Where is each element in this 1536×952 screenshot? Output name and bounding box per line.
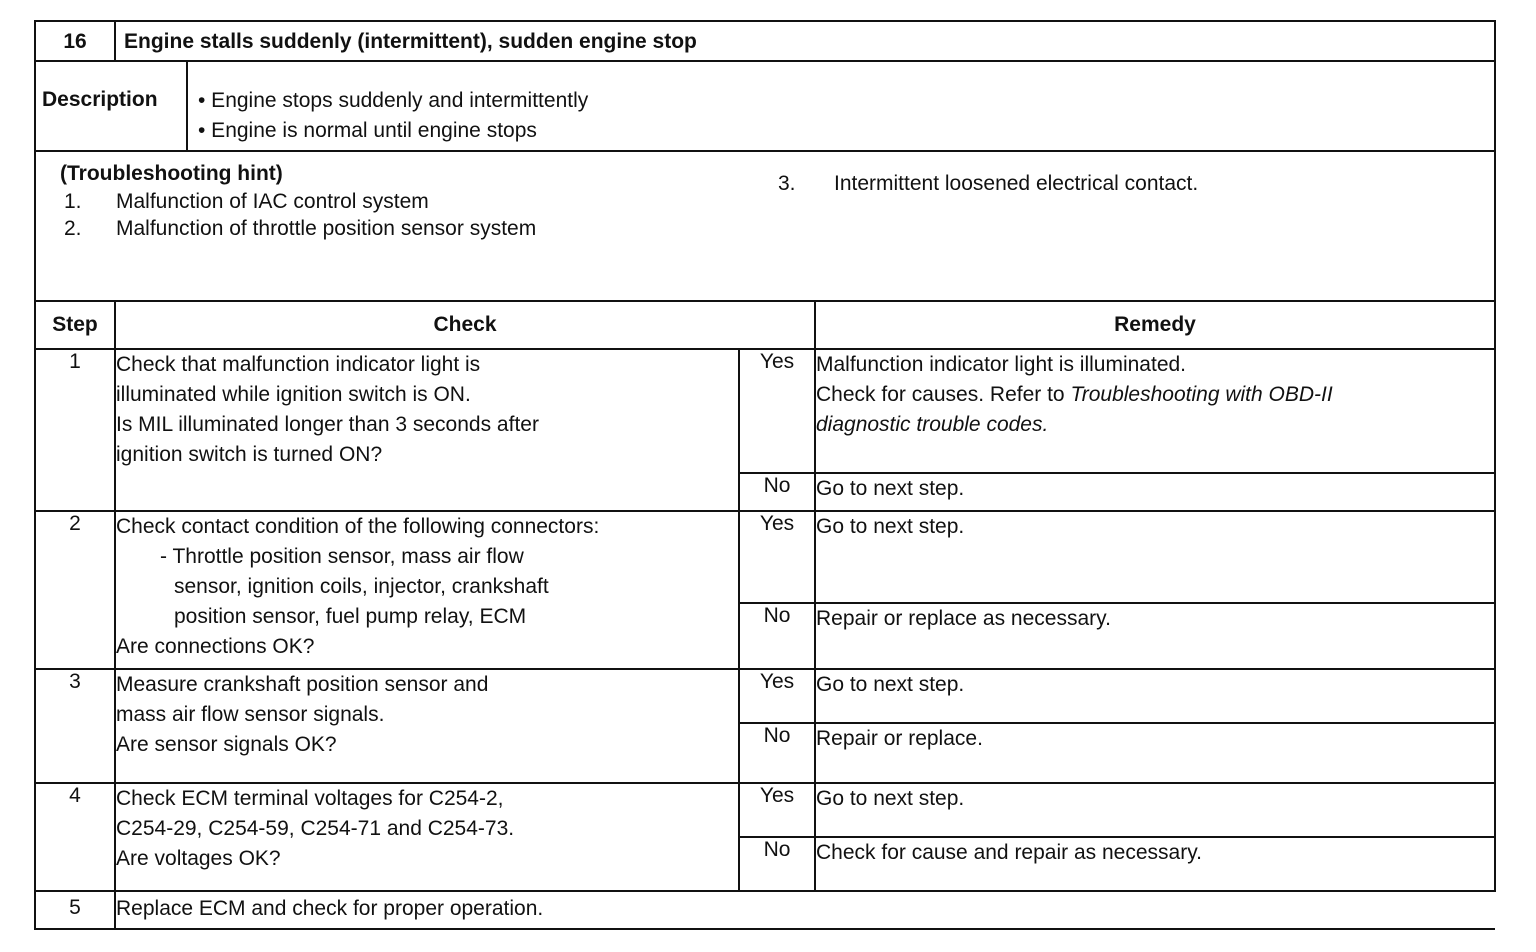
- yes-label: Yes: [739, 669, 815, 723]
- check-sub-line: position sensor, fuel pump relay, ECM: [174, 605, 527, 628]
- hint-item-number: 2.: [64, 217, 82, 240]
- remedy-cell: Go to next step.: [815, 783, 1495, 837]
- remedy-reference: diagnostic trouble codes.: [816, 413, 1049, 436]
- check-line: Are voltages OK?: [116, 847, 281, 870]
- troubleshooting-hint-row: [34, 150, 1496, 302]
- hint-item-text: Intermittent loosened electrical contact.: [834, 172, 1199, 195]
- step-column-header: Step: [35, 301, 115, 349]
- no-label: No: [739, 837, 815, 891]
- check-line: Measure crankshaft position sensor and: [116, 673, 489, 696]
- check-cell: Replace ECM and check for proper operation.: [115, 891, 1495, 929]
- remedy-cell: [815, 349, 1495, 473]
- hint-item-text: Malfunction of IAC control system: [116, 190, 429, 213]
- remedy-cell: Go to next step.: [815, 669, 1495, 723]
- step-number: 5: [35, 891, 115, 929]
- remedy-column-header: Remedy: [815, 301, 1495, 349]
- check-column-header: Check: [115, 301, 815, 349]
- table-row: [35, 669, 1495, 723]
- check-line: Check ECM terminal voltages for C254-2,: [116, 787, 504, 810]
- procedure-title: Engine stalls suddenly (intermittent), sudden engine stop: [124, 30, 697, 53]
- check-line: Is MIL illuminated longer than 3 seconds after: [116, 413, 539, 436]
- description-row: [34, 60, 1496, 152]
- header-row: [34, 20, 1496, 62]
- table-row: [35, 891, 1495, 929]
- remedy-cell: Go to next step.: [815, 511, 1495, 603]
- check-cell: [115, 511, 739, 669]
- hint-item-text: Malfunction of throttle position sensor system: [116, 217, 537, 240]
- description-item: • Engine is normal until engine stops: [198, 119, 537, 142]
- no-label: No: [739, 473, 815, 511]
- steps-table: [34, 300, 1496, 930]
- yes-label: Yes: [739, 511, 815, 603]
- description-label: Description: [36, 62, 188, 152]
- table-row: [35, 511, 1495, 603]
- check-line: C254-29, C254-59, C254-71 and C254-73.: [116, 817, 515, 840]
- check-line: Are connections OK?: [116, 635, 315, 658]
- table-row: [35, 349, 1495, 473]
- check-line: ignition switch is turned ON?: [116, 443, 383, 466]
- remedy-cell: Repair or replace as necessary.: [815, 603, 1495, 669]
- table-row: [35, 783, 1495, 837]
- check-line: Are sensor signals OK?: [116, 733, 337, 756]
- remedy-cell: Check for cause and repair as necessary.: [815, 837, 1495, 891]
- check-line: mass air flow sensor signals.: [116, 703, 385, 726]
- step-number: 3: [35, 669, 115, 783]
- hint-item-number: 1.: [64, 190, 82, 213]
- table-header-row: [35, 301, 1495, 349]
- procedure-number: 16: [36, 22, 116, 62]
- yes-label: Yes: [739, 783, 815, 837]
- hint-item-number: 3.: [778, 172, 796, 195]
- remedy-cell: Go to next step.: [815, 473, 1495, 511]
- check-cell: [115, 669, 739, 783]
- hint-item: [64, 188, 536, 215]
- step-number: 4: [35, 783, 115, 891]
- no-label: No: [739, 603, 815, 669]
- remedy-text: Check for causes. Refer to: [816, 383, 1071, 406]
- description-items: [198, 86, 588, 146]
- check-cell: [115, 783, 739, 891]
- check-sub-line: sensor, ignition coils, injector, crankshaft: [174, 575, 549, 598]
- remedy-line: Malfunction indicator light is illuminated.: [816, 353, 1187, 376]
- check-line: illuminated while ignition switch is ON.: [116, 383, 471, 406]
- step-number: 2: [35, 511, 115, 669]
- hint-list: [64, 188, 536, 242]
- check-sub-line: - Throttle position sensor, mass air flow: [160, 545, 524, 568]
- hint-item: [64, 215, 536, 242]
- check-cell: [115, 349, 739, 511]
- step-number: 1: [35, 349, 115, 511]
- check-line: Check contact condition of the following connectors:: [116, 515, 600, 538]
- remedy-cell: Repair or replace.: [815, 723, 1495, 783]
- troubleshooting-document: [34, 20, 1494, 938]
- check-line: Check that malfunction indicator light is: [116, 353, 481, 376]
- description-item: • Engine stops suddenly and intermittently: [198, 89, 589, 112]
- yes-label: Yes: [739, 349, 815, 473]
- remedy-reference: Troubleshooting with OBD-II: [1070, 383, 1333, 406]
- remedy-line: [816, 380, 1494, 410]
- hint-item: [778, 170, 1198, 197]
- hint-title: (Troubleshooting hint): [60, 162, 283, 185]
- no-label: No: [739, 723, 815, 783]
